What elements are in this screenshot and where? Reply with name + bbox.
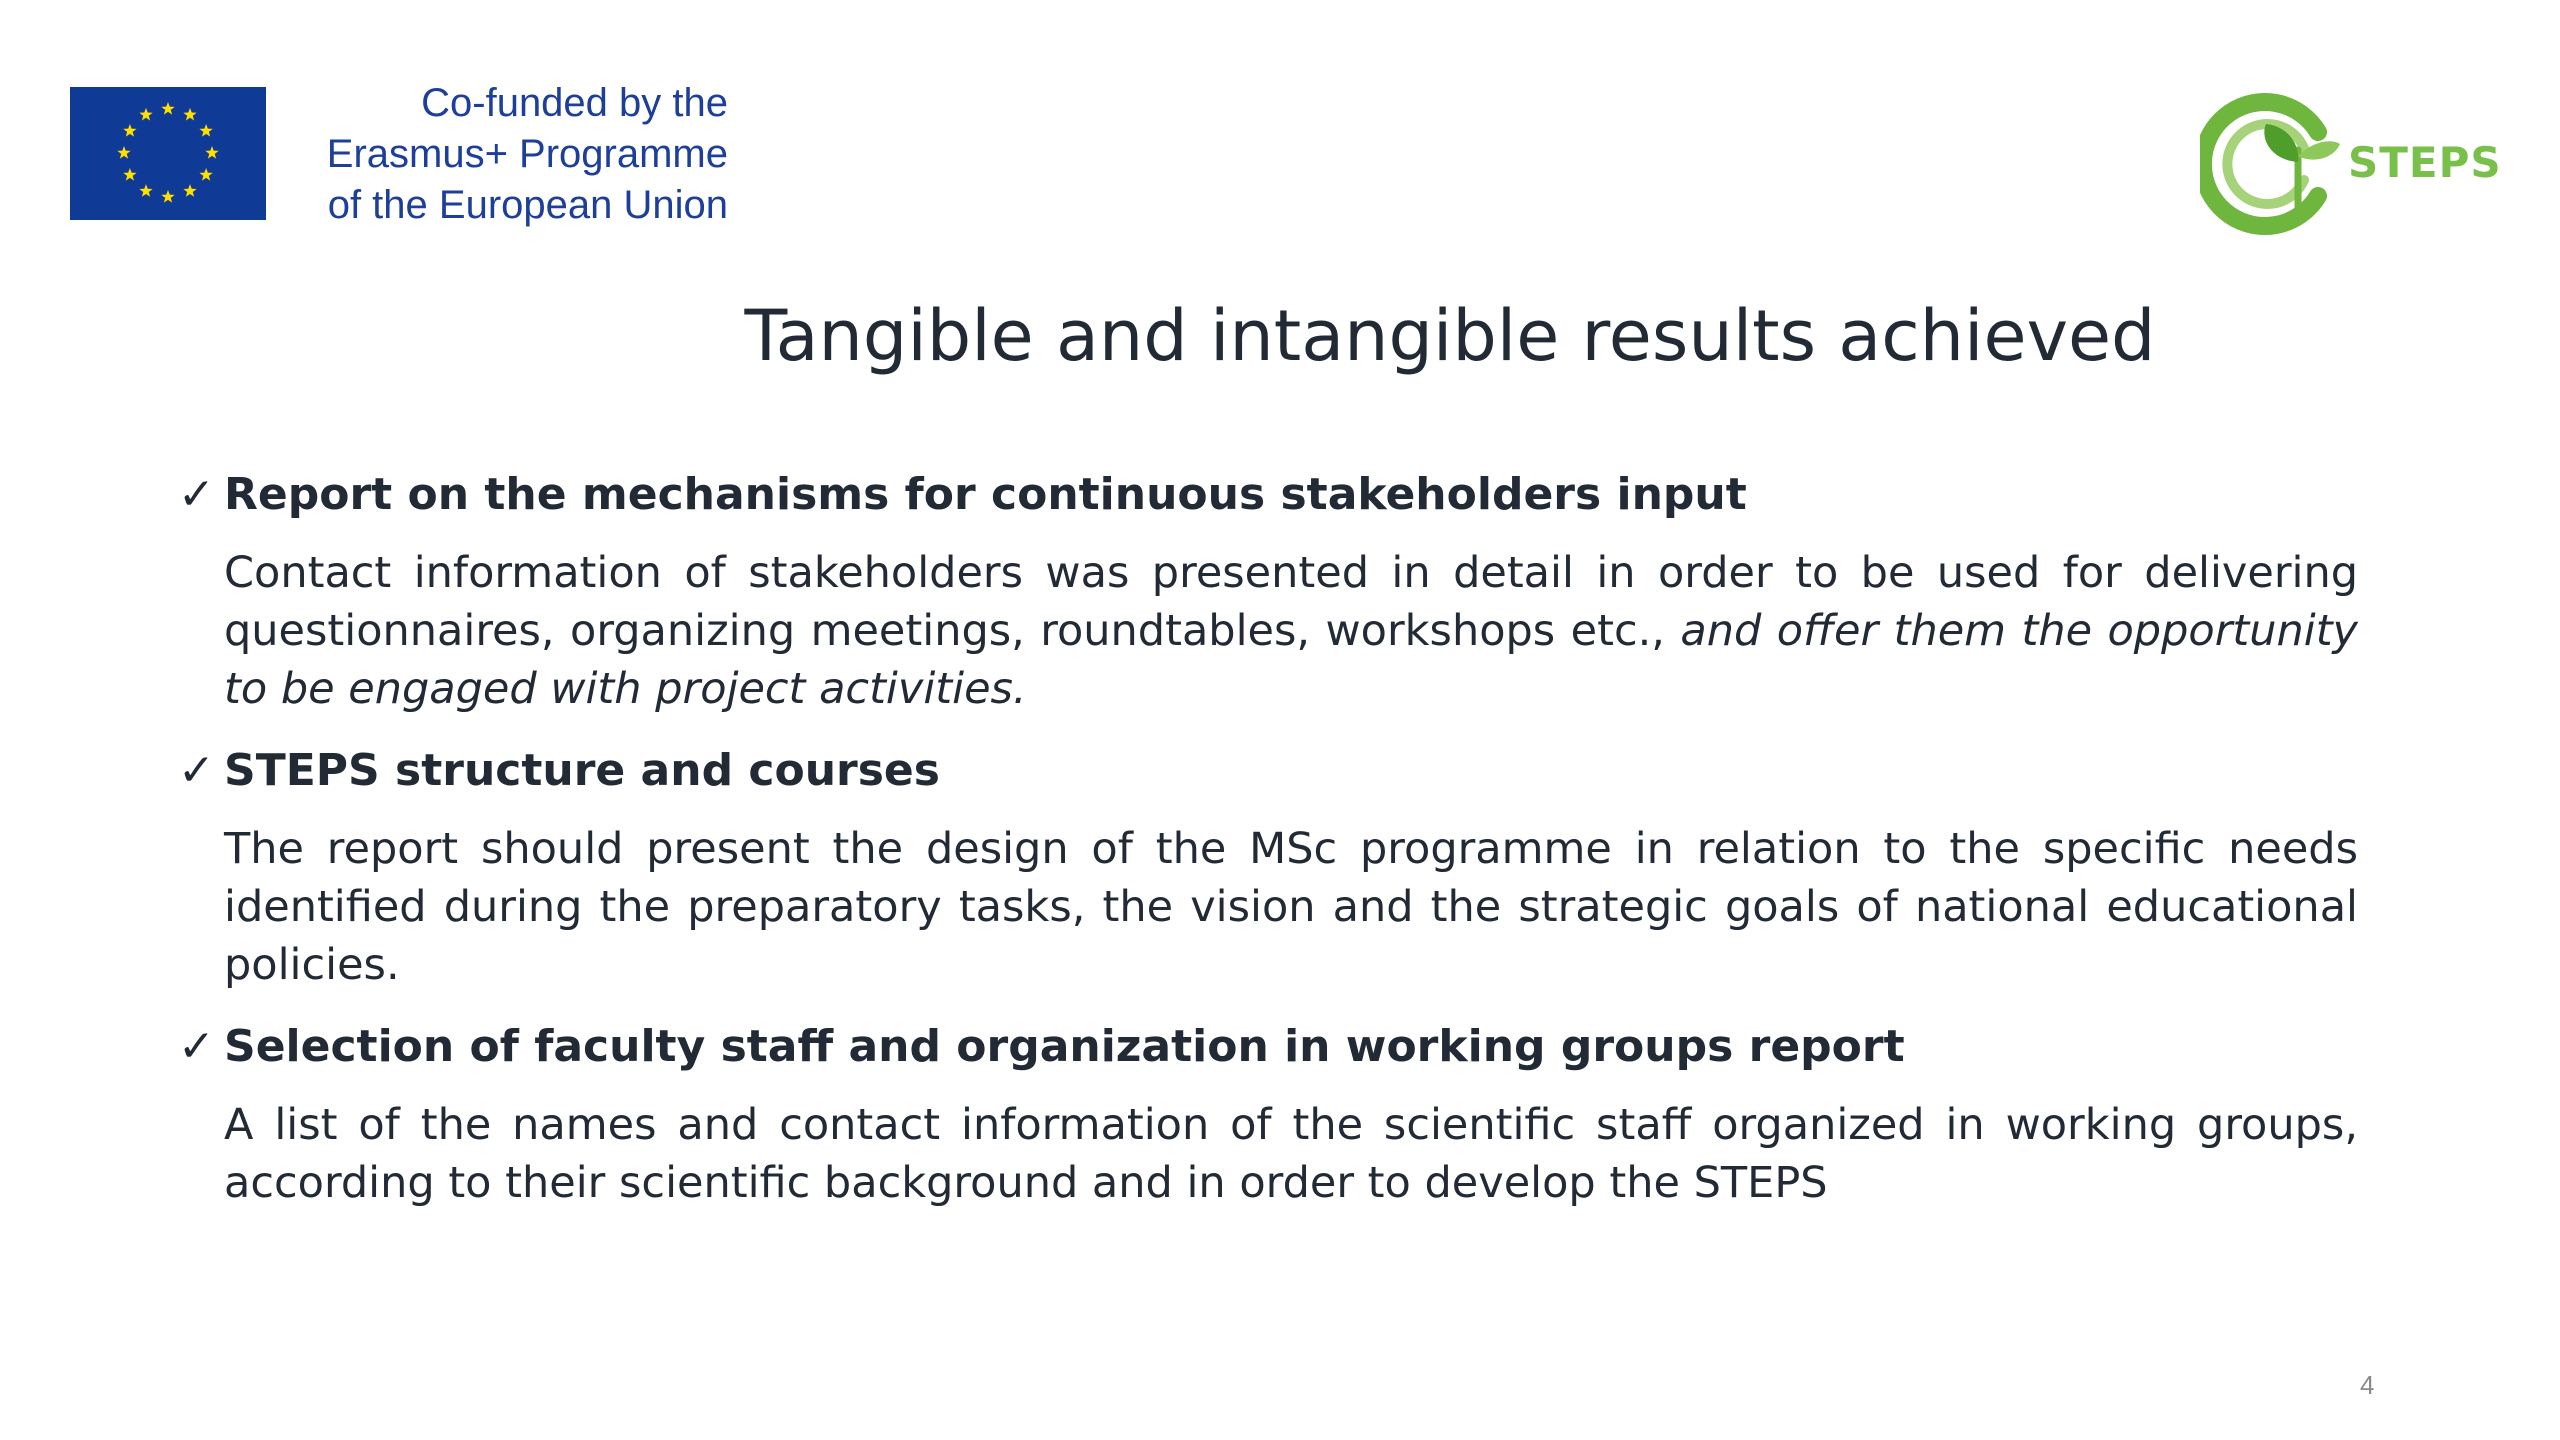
eu-star-icon xyxy=(139,108,152,121)
eu-star-icon xyxy=(123,168,136,181)
result-description-italic: and offer them the opportunity to be engaged with project activities. xyxy=(224,606,2358,714)
eu-star-icon xyxy=(205,146,218,159)
eu-star-icon xyxy=(117,146,130,159)
eu-star-icon xyxy=(199,168,212,181)
steps-logo-text: STEPS xyxy=(2348,138,2502,187)
result-description xyxy=(224,1096,2358,1212)
result-description-text: The report should present the design of the MSc programme in relation to the specific needs identified during the preparatory tasks, the vision and the strategic goals of national educational policies. xyxy=(224,824,2358,990)
cofunded-line-2: Erasmus+ Programme xyxy=(326,132,728,176)
eu-star-icon xyxy=(123,124,136,137)
result-description xyxy=(224,544,2358,718)
eu-star-icon xyxy=(183,108,196,121)
result-item xyxy=(178,1012,2358,1212)
eu-flag-icon xyxy=(70,87,266,220)
result-description xyxy=(224,820,2358,994)
result-item xyxy=(178,460,2358,718)
page-number: 4 xyxy=(2360,1370,2375,1400)
results-list xyxy=(178,460,2358,1212)
eu-star-icon xyxy=(161,190,174,203)
result-heading-text: Report on the mechanisms for continuous stakeholders input xyxy=(224,469,1747,520)
eu-star-icon xyxy=(161,102,174,115)
result-description-text: A list of the names and contact information of the scientific staff organized in working groups, according to their scientific background and in order to develop the STEPS xyxy=(224,1100,2358,1208)
eu-star-icon xyxy=(183,184,196,197)
eu-star-icon xyxy=(139,184,152,197)
cofunded-line-1: Co-funded by the xyxy=(421,81,728,125)
checkmark-icon: ✓ xyxy=(178,745,215,796)
result-heading xyxy=(178,460,2358,530)
eu-star-icon xyxy=(199,124,212,137)
result-heading-text: Selection of faculty staff and organization in working groups report xyxy=(224,1021,1905,1072)
slide-title: Tangible and intangible results achieved xyxy=(744,295,2156,377)
result-heading-text: STEPS structure and courses xyxy=(224,745,940,796)
checkmark-icon: ✓ xyxy=(178,469,215,520)
result-heading xyxy=(178,1012,2358,1082)
cofunded-line-3: of the European Union xyxy=(327,183,728,227)
result-description-text: Contact information of stakeholders was presented in detail in order to be used for delivering questionnaires, organizing meetings, roundtables, workshops etc., xyxy=(224,548,2358,656)
cofunded-text xyxy=(298,78,728,231)
checkmark-icon: ✓ xyxy=(178,1021,215,1072)
result-heading xyxy=(178,736,2358,806)
result-item xyxy=(178,736,2358,994)
